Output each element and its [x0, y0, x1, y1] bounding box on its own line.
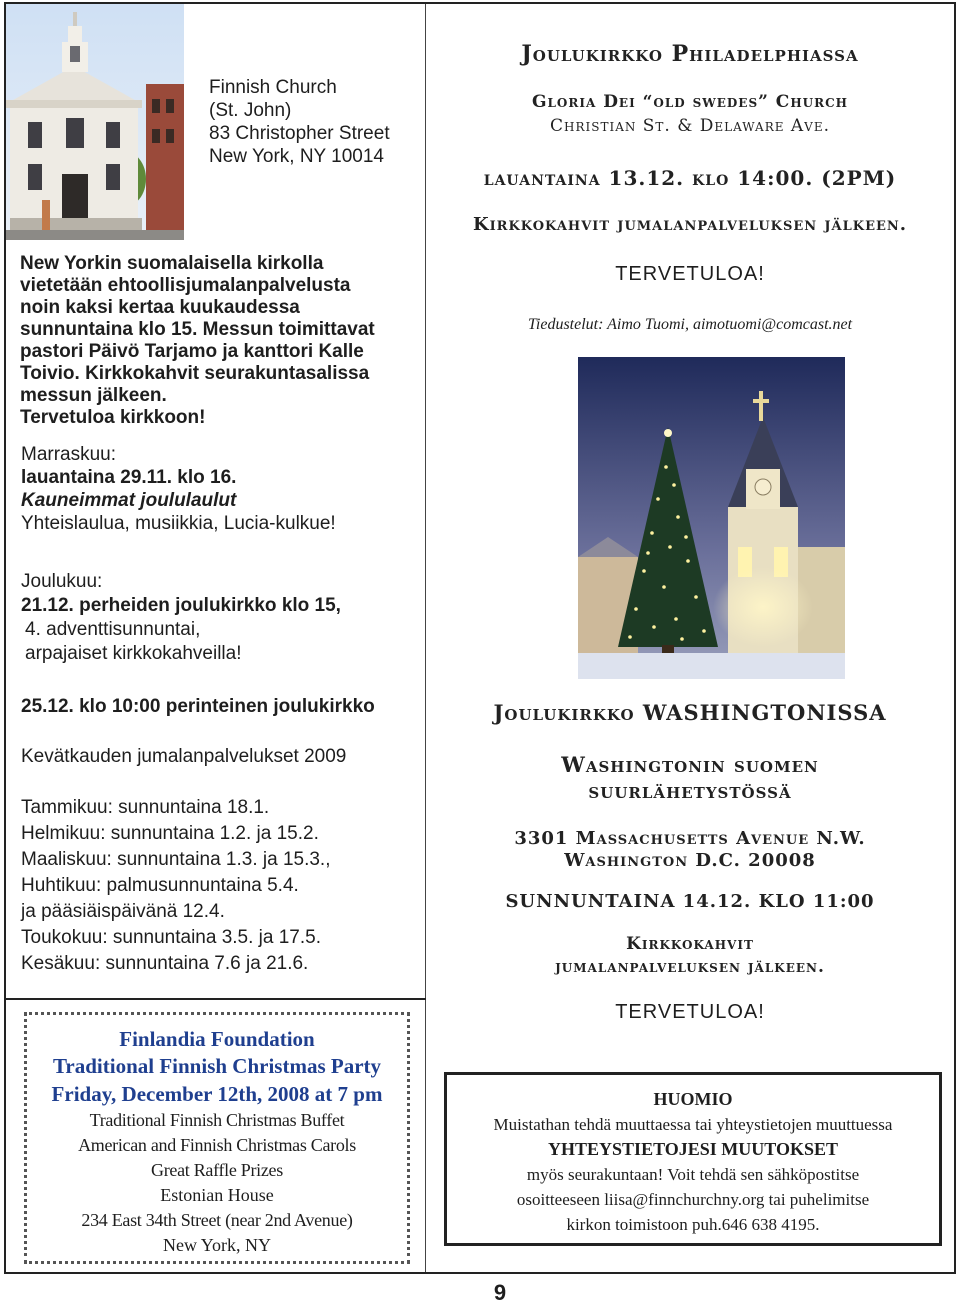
phila-contact: Tiedustelut: Aimo Tuomi, aimotuomi@comcast.net — [527, 316, 853, 333]
spring-schedule — [21, 795, 330, 977]
finlandia-carols: American and Finnish Christmas Carols — [78, 1135, 356, 1155]
december-christmas-service: 25.12. klo 10:00 perinteinen joulukirkko — [21, 696, 375, 717]
intro-line: sunnuntaina klo 15. Messun toimittavat — [20, 319, 375, 340]
finlandia-content — [26, 1026, 408, 1258]
address-line-parish: (St. John) — [209, 100, 292, 121]
intro-line: New Yorkin suomalaisella kirkolla — [20, 253, 324, 274]
wash-address-line1: 3301 Massachusetts Avenue N.W. — [514, 828, 866, 849]
schedule-row: Tammikuu: sunnuntaina 18.1. — [21, 797, 270, 818]
phila-street: Christian St. & Delaware Ave. — [549, 116, 831, 136]
finlandia-city: New York, NY — [162, 1235, 271, 1255]
wash-coffee-line2: jumalanpalveluksen jälkeen. — [555, 957, 825, 977]
finlandia-street: 234 East 34th Street (near 2nd Avenue) — [81, 1210, 353, 1230]
intro-line: Tervetuloa kirkkoon! — [20, 407, 206, 428]
schedule-row: ja pääsiäispäivänä 12.4. — [21, 901, 225, 922]
wash-date: SUNNUNTAINA 14.12. KLO 11:00 — [505, 891, 875, 912]
wash-venue-line1: Washingtonin suomen — [561, 752, 819, 777]
schedule-row: Helmikuu: sunnuntaina 1.2. ja 15.2. — [21, 823, 319, 844]
address-line-street: 83 Christopher Street — [209, 123, 390, 144]
intro-line: pastori Päivö Tarjamo ja kanttori Kalle — [20, 341, 364, 362]
address-line-name: Finnish Church — [209, 77, 337, 98]
december-family-service: 21.12. perheiden joulukirkko klo 15, — [21, 595, 341, 616]
schedule-row: Maaliskuu: sunnuntaina 1.3. ja 15.3., — [21, 849, 331, 870]
intro-line: messun jälkeen. — [20, 385, 167, 406]
november-label: Marraskuu: — [21, 444, 117, 465]
november-date: lauantaina 29.11. klo 16. — [21, 467, 237, 488]
ny-intro — [20, 253, 375, 429]
schedule-row: Toukokuu: sunnuntaina 3.5. ja 17.5. — [21, 927, 322, 948]
intro-line: noin kaksi kertaa kuukaudessa — [20, 297, 300, 318]
wash-welcome: TERVETULOA! — [615, 1001, 765, 1023]
finlandia-org: Finlandia Foundation — [119, 1027, 315, 1051]
finlandia-event: Traditional Finnish Christmas Party — [52, 1054, 382, 1078]
huomio-title: HUOMIO — [653, 1089, 733, 1109]
huomio-line2: YHTEYSTIETOJESI MUUTOKSET — [548, 1139, 838, 1159]
december-raffle: arpajaiset kirkkokahveilla! — [25, 643, 242, 664]
wash-venue-line2: suurlähetystössä — [588, 778, 792, 803]
huomio-line5: kirkon toimistoon puh.646 638 4195. — [566, 1215, 820, 1234]
ny-address — [209, 76, 390, 168]
address-line-city: New York, NY 10014 — [209, 146, 384, 167]
bottom-border — [4, 1272, 956, 1274]
center-divider — [425, 4, 426, 1272]
phila-church: Gloria Dei “old swedes” Church — [531, 92, 849, 112]
right-border — [954, 2, 956, 1274]
christmas-tree-church-photo — [578, 357, 845, 679]
finlandia-buffet: Traditional Finnish Christmas Buffet — [89, 1110, 345, 1130]
intro-line: Toivio. Kirkkokahvit seurakuntasalissa — [20, 363, 370, 384]
december-block — [21, 570, 341, 666]
wash-address-line2: Washington D.C. 20008 — [564, 850, 816, 871]
phila-coffee: Kirkkokahvit jumalanpalveluksen jälkeen. — [472, 214, 908, 235]
wash-coffee-line1: Kirkkokahvit — [626, 934, 754, 954]
finlandia-date: Friday, December 12th, 2008 at 7 pm — [51, 1082, 383, 1106]
huomio-line3: myös seurakuntaan! Voit tehdä sen sähköpostitse — [526, 1165, 860, 1184]
phila-welcome: TERVETULOA! — [615, 263, 765, 285]
november-block — [21, 443, 336, 535]
page-number: 9 — [493, 1280, 507, 1305]
schedule-row: Huhtikuu: palmusunnuntaina 5.4. — [21, 875, 299, 896]
huomio-content — [447, 1087, 939, 1237]
st-john-church-photo — [6, 4, 184, 240]
december-advent: 4. adventtisunnuntai, — [25, 619, 201, 640]
finlandia-venue: Estonian House — [160, 1185, 274, 1205]
spring-title: Kevätkauden jumalanpalvelukset 2009 — [21, 746, 347, 767]
huomio-line4: osoitteeseen liisa@finnchurchny.org tai puhelimitse — [516, 1190, 870, 1209]
december-label: Joulukuu: — [21, 571, 103, 592]
wash-title: Joulukirkko WASHINGTONISSA — [493, 700, 887, 725]
november-title: Kauneimmat joululaulut — [21, 490, 237, 511]
left-section-divider — [4, 998, 426, 1000]
phila-title: Joulukirkko Philadelphiassa — [521, 41, 859, 67]
phila-date: lauantaina 13.12. klo 14:00. (2PM) — [483, 166, 897, 190]
huomio-line1: Muistathan tehdä muuttaessa tai yhteystietojen muuttuessa — [493, 1115, 893, 1134]
finlandia-raffle: Great Raffle Prizes — [151, 1160, 283, 1180]
intro-line: vietetään ehtoollisjumalanpalvelusta — [20, 275, 351, 296]
november-desc: Yhteislaulua, musiikkia, Lucia-kulkue! — [21, 513, 336, 534]
schedule-row: Kesäkuu: sunnuntaina 7.6 ja 21.6. — [21, 953, 309, 974]
